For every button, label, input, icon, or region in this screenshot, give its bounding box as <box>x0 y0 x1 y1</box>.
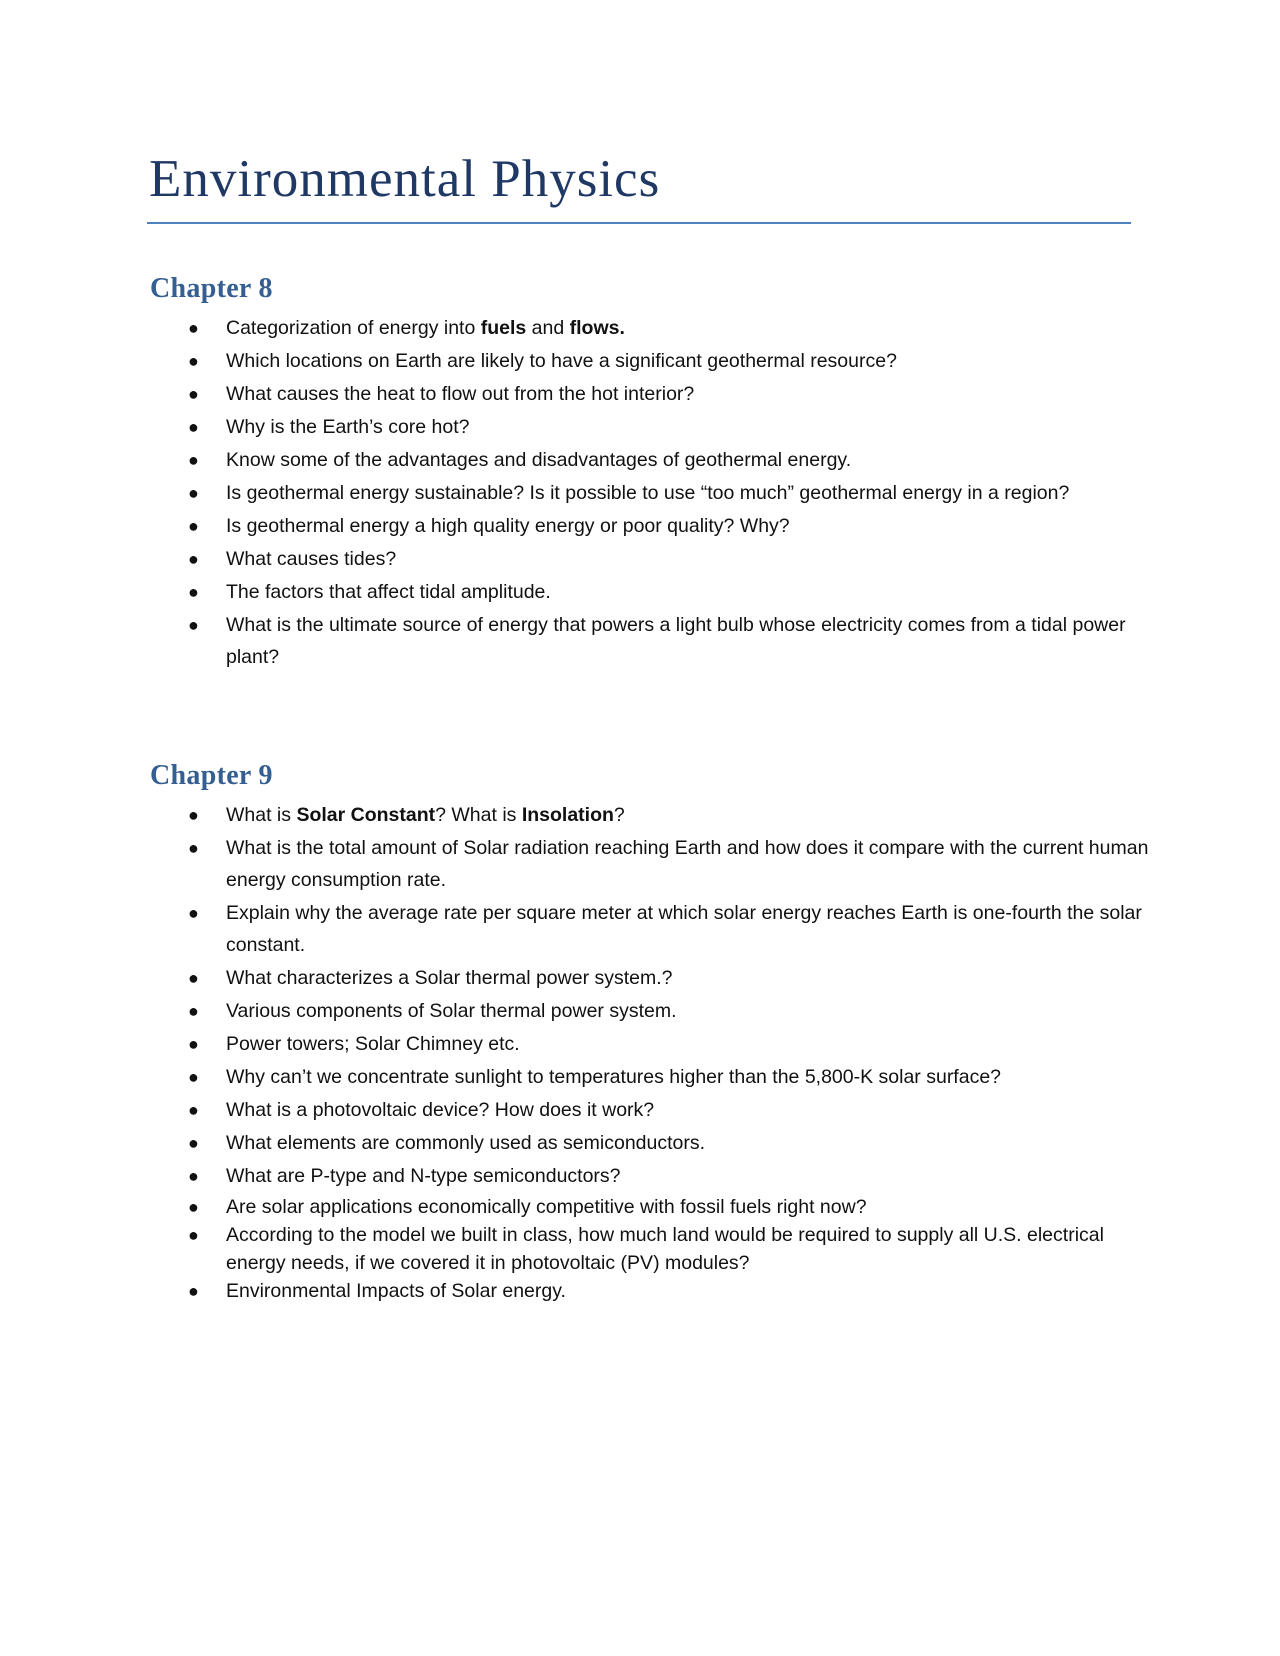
bullet-icon: ● <box>188 614 199 635</box>
list-item <box>150 799 1150 831</box>
chapter-8-section <box>150 272 1150 674</box>
list-item-text: Various components of Solar thermal power system. <box>226 999 677 1022</box>
list-item <box>150 378 1150 410</box>
list-item-text: Which locations on Earth are likely to have a significant geothermal resource? <box>226 349 897 372</box>
list-item-text: What is the total amount of Solar radiation reaching Earth and how does it compare with the current human energy consumption rate. <box>226 836 1149 891</box>
bold-term: flows. <box>569 316 625 339</box>
list-item <box>150 1193 1150 1221</box>
bullet-icon: ● <box>188 1000 199 1021</box>
bullet-icon: ● <box>188 515 199 536</box>
chapter-heading: Chapter 8 <box>150 273 273 304</box>
list-item <box>150 995 1150 1027</box>
list-item <box>150 1221 1150 1277</box>
list-item-text: The factors that affect tidal amplitude. <box>226 580 551 603</box>
list-item <box>150 609 1150 673</box>
list-item <box>150 312 1150 344</box>
list-item <box>150 832 1150 896</box>
bullet-icon: ● <box>188 1280 199 1301</box>
list-item-text: What are P-type and N-type semiconductors? <box>226 1164 621 1187</box>
bullet-icon: ● <box>188 1099 199 1120</box>
list-item <box>150 576 1150 608</box>
bullet-icon: ● <box>188 482 199 503</box>
bullet-icon: ● <box>188 581 199 602</box>
list-item-text: What is <box>226 803 297 826</box>
chapter-9-list <box>150 799 1150 1305</box>
list-item-text: and <box>526 316 570 339</box>
bullet-icon: ● <box>188 317 199 338</box>
list-item-text: ? What is <box>435 803 522 826</box>
bullet-icon: ● <box>188 837 199 858</box>
bullet-icon: ● <box>188 1165 199 1186</box>
bullet-icon: ● <box>188 1066 199 1087</box>
bullet-icon: ● <box>188 383 199 404</box>
title-divider <box>147 222 1131 224</box>
list-item <box>150 444 1150 476</box>
list-item-text: ? <box>613 803 625 826</box>
bullet-icon: ● <box>188 1196 199 1217</box>
bold-term: Solar Constant <box>296 803 436 826</box>
list-item <box>150 411 1150 443</box>
bullet-icon: ● <box>188 1033 199 1054</box>
list-item-text: Is geothermal energy a high quality energy or poor quality? Why? <box>226 514 790 537</box>
list-item <box>150 510 1150 542</box>
list-item-text: Why can’t we concentrate sunlight to temperatures higher than the 5,800-K solar surface? <box>226 1065 1002 1088</box>
list-item-text: What is the ultimate source of energy that powers a light bulb whose electricity comes from a tidal power plant? <box>226 613 1126 668</box>
chapter-9-section <box>150 759 1150 1305</box>
list-item-text: Categorization of energy into <box>226 316 481 339</box>
list-item-text: What causes tides? <box>226 547 397 570</box>
bold-term: fuels <box>480 316 527 339</box>
list-item <box>150 897 1150 961</box>
list-item-text: Environmental Impacts of Solar energy. <box>226 1279 566 1302</box>
list-item <box>150 1127 1150 1159</box>
list-item <box>150 345 1150 377</box>
bullet-icon: ● <box>188 548 199 569</box>
bullet-icon: ● <box>188 1224 199 1245</box>
list-item <box>150 1028 1150 1060</box>
list-item-text: What is a photovoltaic device? How does it work? <box>226 1098 655 1121</box>
list-item-text: What elements are commonly used as semiconductors. <box>226 1131 706 1154</box>
bullet-icon: ● <box>188 967 199 988</box>
bold-term: Insolation <box>521 803 614 826</box>
bullet-icon: ● <box>188 1132 199 1153</box>
list-item-text: Power towers; Solar Chimney etc. <box>226 1032 520 1055</box>
list-item <box>150 962 1150 994</box>
chapter-8-list <box>150 312 1150 673</box>
list-item <box>150 1061 1150 1093</box>
bullet-icon: ● <box>188 902 199 923</box>
list-item <box>150 543 1150 575</box>
list-item-text: Know some of the advantages and disadvantages of geothermal energy. <box>226 448 852 471</box>
list-item-text: What causes the heat to flow out from the hot interior? <box>226 382 695 405</box>
chapter-heading: Chapter 9 <box>150 760 273 791</box>
list-item <box>150 477 1150 509</box>
list-item-text: Explain why the average rate per square meter at which solar energy reaches Earth is one-fourth the solar constant. <box>226 901 1142 956</box>
list-item-text: What characterizes a Solar thermal power system.? <box>226 966 673 989</box>
list-item <box>150 1277 1150 1305</box>
bullet-icon: ● <box>188 804 199 825</box>
bullet-icon: ● <box>188 350 199 371</box>
list-item-text: Why is the Earth’s core hot? <box>226 415 470 438</box>
bullet-icon: ● <box>188 449 199 470</box>
list-item-text: Are solar applications economically competitive with fossil fuels right now? <box>226 1195 867 1218</box>
list-item-text: Is geothermal energy sustainable? Is it possible to use “too much” geothermal energy in a region? <box>226 481 1070 504</box>
list-item-text: According to the model we built in class, how much land would be required to supply all U.S. electrical energy needs, if we covered it in photovoltaic (PV) modules? <box>226 1223 1104 1274</box>
document-title: Environmental Physics <box>149 150 661 208</box>
bullet-icon: ● <box>188 416 199 437</box>
list-item <box>150 1094 1150 1126</box>
list-item <box>150 1160 1150 1192</box>
